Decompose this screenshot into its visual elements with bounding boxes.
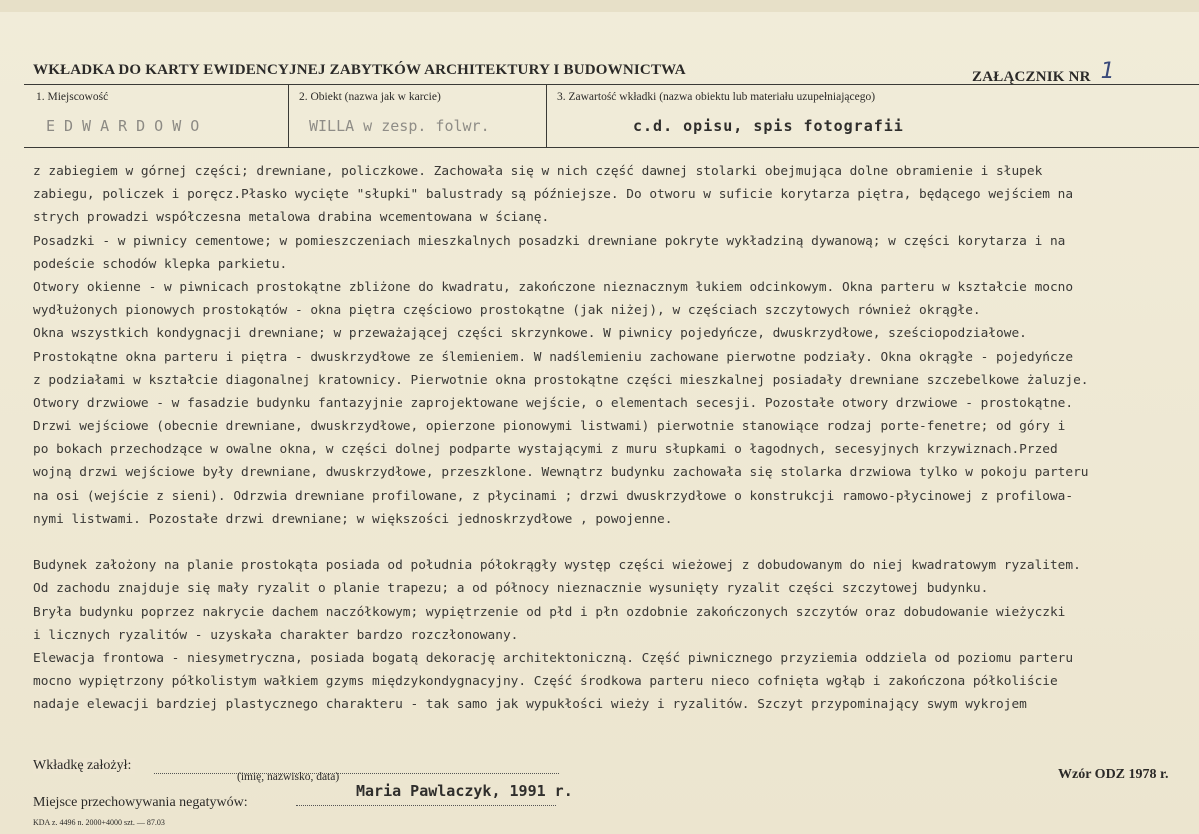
author-value: Maria Pawlaczyk, 1991 r. [356, 782, 573, 800]
header-fields-table [24, 84, 1199, 148]
text-line: podeście schodów klepka parkietu. [33, 256, 288, 272]
negatives-dotted-line [296, 805, 556, 806]
field-locality-value: EDWARDOWO [46, 117, 209, 135]
form-title: WKŁADKA DO KARTY EWIDENCYJNEJ ZABYTKÓW ARCHITEKTURY I BUDOWNICTWA [33, 62, 686, 78]
author-label: Wkładkę założył: [33, 758, 135, 774]
field-object-value: WILLA w zesp. folwr. [309, 117, 490, 135]
text-line [33, 531, 1199, 554]
text-line: nadaje elewacji bardziej plastycznego charakteru - tak samo jak wypukłości wieży i ryzalitów. Szczyt przypominający swym wykrojem [33, 697, 1027, 713]
text-line: Od zachodu znajduje się mały ryzalit o planie trapezu; a od północy nieznacznie wysunięty ryzalit części szczytowej budynku. [33, 581, 989, 597]
field-object-label: 2. Obiekt (nazwa jak w karcie) [299, 91, 441, 103]
text-line: Budynek założony na planie prostokąta posiada od południa półokrągły występ części wieżowej z dobudowanym do niej kwadratowym ryzalitem. [33, 558, 1081, 574]
negatives-label: Miejsce przechowywania negatywów: [33, 795, 248, 810]
text-line: na osi (wejście z sieni). Odrzwia drewniane profilowane, z płycinami ; drzwi dwuskrzydłowe o konstrukcji ramowo-płycinowej z profilowa- [33, 488, 1074, 504]
text-line: Posadzki - w piwnicy cementowe; w pomieszczeniach mieszkalnych posadzki drewniane pokryte wykładziną dywanową; w części korytarza i na [33, 233, 1066, 249]
description-text [33, 160, 1199, 772]
text-line: z zabiegiem w górnej części; drewniane, policzkowe. Zachowała się w nich część dawnej stolarki obejmująca dolne obramienie i słupek [33, 164, 1043, 179]
text-line: Drzwi wejściowe (obecnie drewniane, dwuskrzydłowe, opierzone pionowymi listwami) pierwotnie stanowiące rodzaj porte-fenetre; od góry i [33, 419, 1066, 435]
field-locality-label: 1. Miejscowość [36, 91, 109, 103]
text-line: Prostokątne okna parteru i piętra - dwuskrzydłowe ze ślemieniem. W nadślemieniu zachowane pierwotne podziały. Okna okrągłe - pojedyńcze [33, 349, 1074, 365]
text-line: Okna wszystkich kondygnacji drewniane; w przeważającej części skrzynkowe. W piwnicy pojedyńcze, dwuskrzydłowe, sześciopodziałowe. [33, 326, 1027, 342]
form-id: Wzór ODZ 1978 r. [1058, 767, 1169, 782]
field-content-value: c.d. opisu, spis fotografii [633, 117, 904, 135]
field-object [288, 85, 545, 147]
text-line: wydłużonych pionowych prostokątów - okna piętra częściowo prostokątne (jak niżej), w częściach szczytowych również okrągłe. [33, 303, 981, 319]
text-line: wojną drzwi wejściowe były drewniane, dwuskrzydłowe, przeszklone. Wewnątrz budynku zachowała się stolarka drzwiowa tylko w pokoju parteru [33, 465, 1089, 481]
print-info: KDA z. 4496 n. 2000+4000 szt. — 87.03 [33, 818, 165, 827]
field-content [546, 85, 1199, 147]
text-line: mocno wypiętrzony półkolistym wałkiem gzyms międzykondygnacyjny. Część środkowa parteru nieco cofnięta wgłąb i zakończona półkoliście [33, 674, 1058, 690]
field-content-label: 3. Zawartość wkładki (nazwa obiektu lub materiału uzupełniającego) [557, 91, 876, 103]
top-edge [0, 0, 1199, 12]
text-line: i licznych ryzalitów - uzyskała charakter bardzo rozczłonowany. [33, 627, 519, 643]
annex-label: ZAŁĄCZNIK NR [972, 69, 1091, 85]
text-line: strych prowadzi współczesna metalowa drabina wcementowana w ścianę. [33, 210, 550, 226]
author-dotted-line [154, 773, 559, 774]
author-sublabel: (imię, nazwisko, data) [237, 771, 340, 783]
text-line: Otwory okienne - w piwnicach prostokątne zbliżone do kwadratu, zakończone nieznacznym łukiem odcinkowym. Okna parteru w kształcie mocno [33, 279, 1074, 295]
text-line: Elewacja frontowa - niesymetryczna, posiada bogatą dekorację architektoniczną. Część piwnicznego przyziemia oddziela od poziomu parteru [33, 650, 1074, 666]
text-line: z podziałami w kształcie diagonalnej kratownicy. Pierwotnie okna prostokątne części mieszkalnej posiadały drewniane szczebelkowe żaluzje. [33, 372, 1089, 388]
annex-number: 1 [1100, 59, 1115, 84]
text-line: po bokach przechodzące w owalne okna, w części dolnej podparte wystającymi z muru słupkami o łagodnych, secesyjnych krzywiznach.Przed [33, 442, 1058, 458]
text-line: Otwory drzwiowe - w fasadzie budynku fantazyjnie zaprojektowane wejście, o elementach secesji. Pozostałe otwory drzwiowe - prostokątne. [33, 395, 1074, 411]
text-line: zabiegu, policzek i poręcz.Płasko wycięte "słupki" balustrady są późniejsze. Do otworu w suficie korytarza piętra, będącego wejściem na [33, 187, 1074, 203]
field-locality [24, 85, 287, 147]
text-line: Bryła budynku poprzez nakrycie dachem naczółkowym; wypiętrzenie od płd i płn ozdobnie zakończonych szczytów oraz dobudowanie wieżyczki [33, 604, 1066, 620]
text-line: nymi listwami. Pozostałe drzwi drewniane; w większości jednoskrzydłowe , powojenne. [33, 511, 673, 527]
